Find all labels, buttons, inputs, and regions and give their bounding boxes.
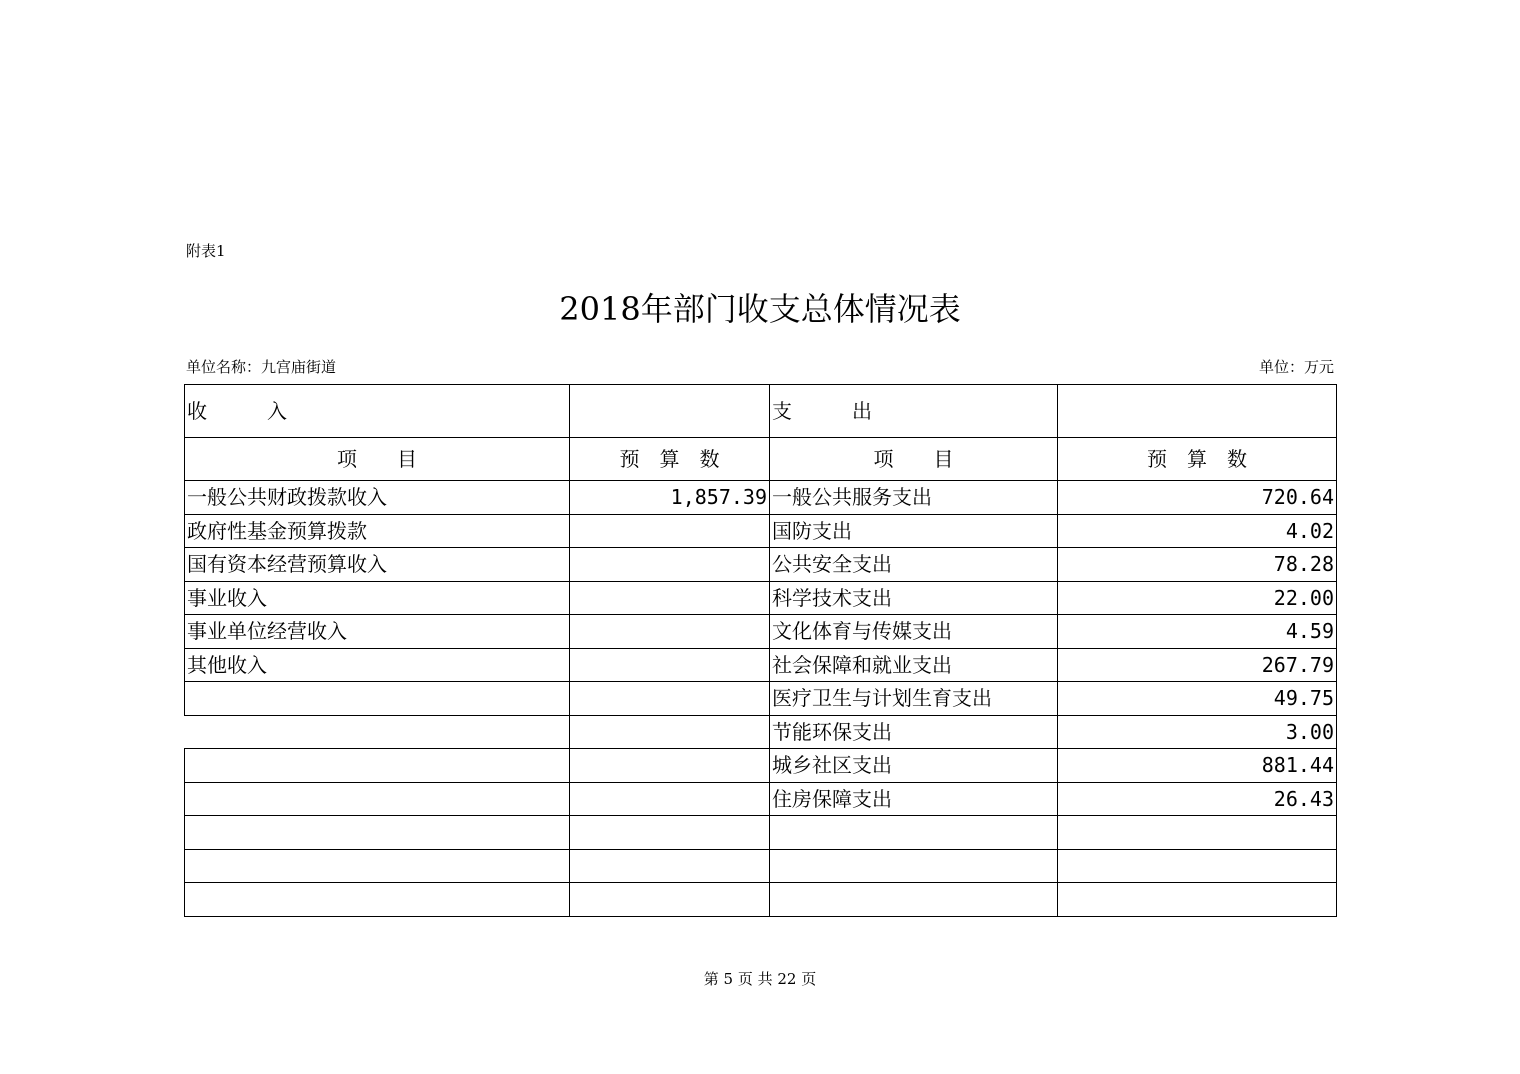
income-item-cell: 国有资本经营预算收入 <box>185 548 570 582</box>
expense-amount-cell <box>1058 816 1337 850</box>
table-row <box>185 648 1337 682</box>
expense-amount-cell: 881.44 <box>1058 749 1337 783</box>
income-item-header: 项 目 <box>185 438 570 481</box>
income-amount-cell <box>570 514 770 548</box>
income-item-cell <box>185 883 570 917</box>
table-row <box>185 883 1337 917</box>
table-row <box>185 715 1337 749</box>
expense-item-cell <box>770 849 1058 883</box>
expense-item-cell: 一般公共服务支出 <box>770 481 1058 515</box>
table-row <box>185 615 1337 649</box>
expense-item-cell: 节能环保支出 <box>770 715 1058 749</box>
table-row <box>185 816 1337 850</box>
table-row <box>185 782 1337 816</box>
expense-amount-cell: 4.59 <box>1058 615 1337 649</box>
page-footer: 第 5 页 共 22 页 <box>703 970 817 988</box>
expense-amount-cell: 267.79 <box>1058 648 1337 682</box>
expense-item-cell <box>770 816 1058 850</box>
expense-header-blank <box>1058 385 1337 438</box>
income-amount-cell <box>570 749 770 783</box>
header-row-section <box>185 385 1337 438</box>
income-item-cell: 事业单位经营收入 <box>185 615 570 649</box>
table-row <box>185 481 1337 515</box>
income-item-cell <box>185 715 570 749</box>
expense-amount-cell: 3.00 <box>1058 715 1337 749</box>
table-row <box>185 581 1337 615</box>
expense-amount-cell: 720.64 <box>1058 481 1337 515</box>
table-row <box>185 849 1337 883</box>
expense-item-header: 项 目 <box>770 438 1058 481</box>
income-amount-cell <box>570 715 770 749</box>
expense-amount-cell: 22.00 <box>1058 581 1337 615</box>
table-row <box>185 749 1337 783</box>
income-amount-cell <box>570 782 770 816</box>
header-row-columns <box>185 438 1337 481</box>
expense-amount-cell: 26.43 <box>1058 782 1337 816</box>
income-item-cell <box>185 849 570 883</box>
expense-item-cell: 文化体育与传媒支出 <box>770 615 1058 649</box>
income-amount-cell <box>570 816 770 850</box>
expense-budget-header: 预 算 数 <box>1058 438 1337 481</box>
income-amount-cell <box>570 849 770 883</box>
expense-item-cell: 科学技术支出 <box>770 581 1058 615</box>
expense-item-cell: 医疗卫生与计划生育支出 <box>770 682 1058 716</box>
expense-item-cell: 社会保障和就业支出 <box>770 648 1058 682</box>
income-budget-header: 预 算 数 <box>570 438 770 481</box>
income-item-cell <box>185 749 570 783</box>
expense-item-cell: 公共安全支出 <box>770 548 1058 582</box>
unit-name: 单位名称：九宫庙街道 <box>186 358 337 376</box>
income-amount-cell: 1,857.39 <box>570 481 770 515</box>
expense-amount-cell: 4.02 <box>1058 514 1337 548</box>
expense-item-cell <box>770 883 1058 917</box>
expense-amount-cell: 49.75 <box>1058 682 1337 716</box>
income-item-cell <box>185 816 570 850</box>
expense-item-cell: 住房保障支出 <box>770 782 1058 816</box>
table-row <box>185 682 1337 716</box>
income-item-cell <box>185 682 570 716</box>
expense-item-cell: 城乡社区支出 <box>770 749 1058 783</box>
expense-amount-cell: 78.28 <box>1058 548 1337 582</box>
income-header: 收 入 <box>185 385 570 438</box>
unit-label: 单位：万元 <box>1258 358 1334 376</box>
income-item-cell: 一般公共财政拨款收入 <box>185 481 570 515</box>
income-header-blank <box>570 385 770 438</box>
income-amount-cell <box>570 615 770 649</box>
page-title: 2018年部门收支总体情况表 <box>559 290 961 328</box>
income-item-cell <box>185 782 570 816</box>
expense-amount-cell <box>1058 883 1337 917</box>
income-item-cell: 政府性基金预算拨款 <box>185 514 570 548</box>
table-row <box>185 548 1337 582</box>
income-item-cell: 事业收入 <box>185 581 570 615</box>
expense-header: 支 出 <box>770 385 1058 438</box>
income-amount-cell <box>570 883 770 917</box>
income-amount-cell <box>570 548 770 582</box>
table-row <box>185 514 1337 548</box>
income-amount-cell <box>570 581 770 615</box>
income-amount-cell <box>570 682 770 716</box>
budget-table <box>184 384 1337 917</box>
income-item-cell: 其他收入 <box>185 648 570 682</box>
expense-item-cell: 国防支出 <box>770 514 1058 548</box>
appendix-label: 附表1 <box>186 242 226 260</box>
expense-amount-cell <box>1058 849 1337 883</box>
income-amount-cell <box>570 648 770 682</box>
